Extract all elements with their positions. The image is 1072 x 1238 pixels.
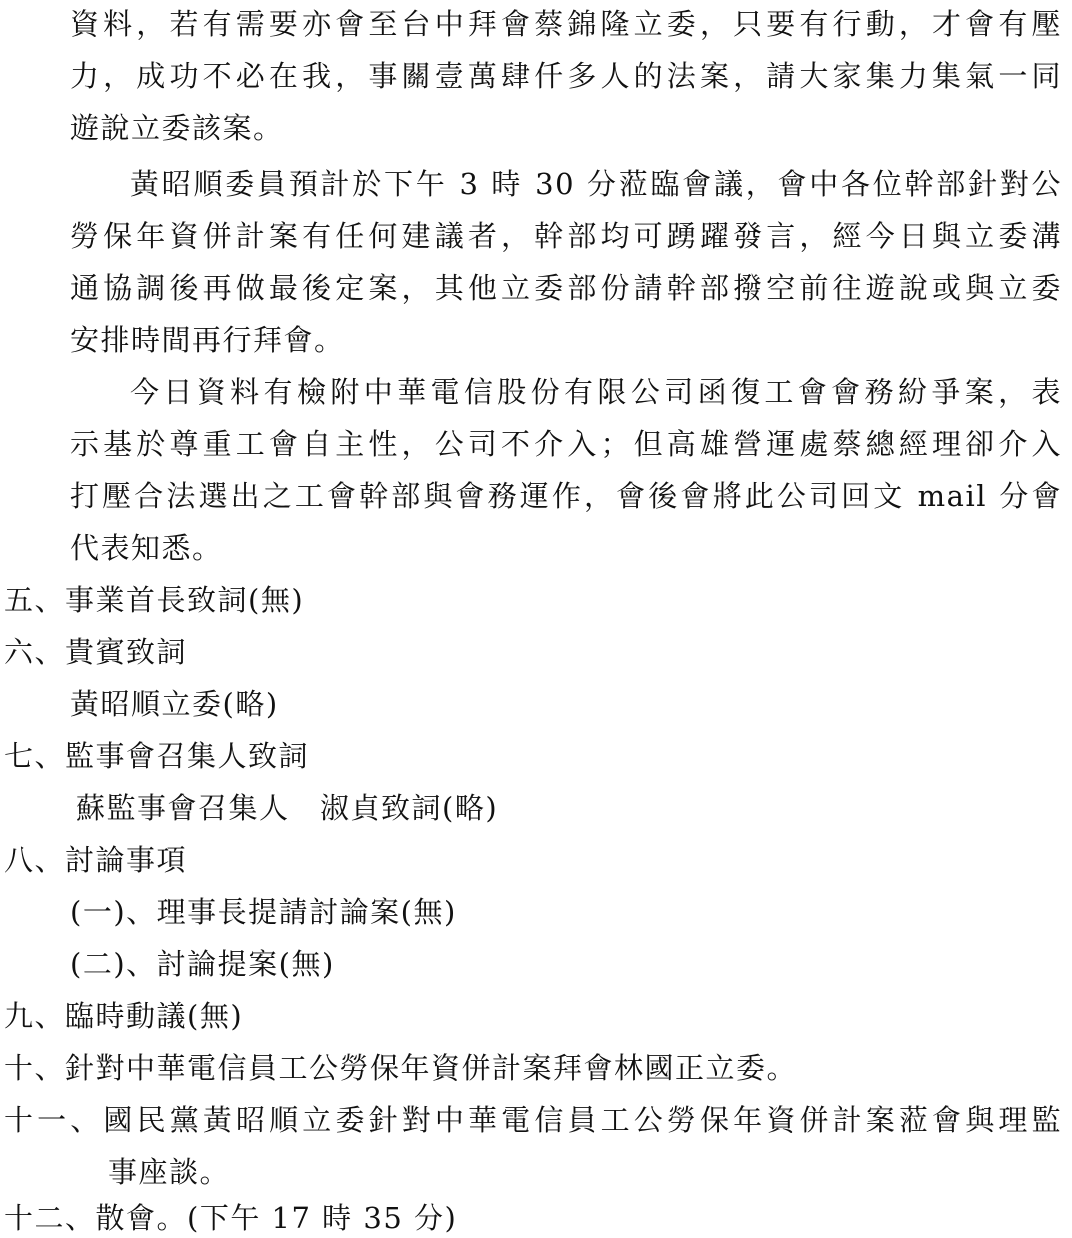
agenda-item-7: 七、監事會召集人致詞 [4,739,310,773]
agenda-item-11-line-1: 十一、國民黨黃昭順立委針對中華電信員工公勞保年資併計案蒞會與理監 [4,1103,1062,1137]
paragraph-2-line-2: 勞保年資併計案有任何建議者，幹部均可踴躍發言，經今日與立委溝 [70,219,1062,253]
paragraph-2-line-4: 安排時間再行拜會。 [70,323,345,357]
paragraph-3-line-1: 今日資料有檢附中華電信股份有限公司函復工會會務紛爭案，表 [130,375,1062,409]
paragraph-1-line-2: 力，成功不必在我，事關壹萬肆仟多人的法案，請大家集力集氣一同 [70,59,1062,93]
paragraph-2-line-3: 通協調後再做最後定案，其他立委部份請幹部撥空前往遊說或與立委 [70,271,1062,305]
agenda-item-11-line-2: 事座談。 [108,1155,231,1189]
agenda-item-8-sub-1: (一)、理事長提請討論案(無) [70,895,457,929]
agenda-item-10: 十、針對中華電信員工公勞保年資併計案拜會林國正立委。 [4,1051,798,1085]
paragraph-2-line-1: 黃昭順委員預計於下午 3 時 30 分蒞臨會議，會中各位幹部針對公 [130,167,1062,201]
paragraph-3-line-3: 打壓合法選出之工會幹部與會務運作，會後會將此公司回文 mail 分會 [70,479,1062,513]
agenda-item-6-detail: 黃昭順立委(略) [70,687,279,721]
paragraph-3-line-2: 示基於尊重工會自主性，公司不介入；但高雄營運處蔡總經理卻介入 [70,427,1062,461]
agenda-item-8: 八、討論事項 [4,843,188,877]
paragraph-3-line-4: 代表知悉。 [70,531,223,565]
agenda-item-9: 九、臨時動議(無) [4,999,244,1033]
paragraph-1-line-1: 資料，若有需要亦會至台中拜會蔡錦隆立委，只要有行動，才會有壓 [70,7,1062,41]
agenda-item-8-sub-2: (二)、討論提案(無) [70,947,335,981]
agenda-item-5: 五、事業首長致詞(無) [4,583,305,617]
agenda-item-6: 六、貴賓致詞 [4,635,188,669]
paragraph-1-line-3: 遊說立委該案。 [70,111,284,145]
agenda-item-12: 十二、散會。(下午 17 時 35 分) [4,1201,458,1235]
agenda-item-7-detail: 蘇監事會召集人 淑貞致詞(略) [76,791,499,825]
